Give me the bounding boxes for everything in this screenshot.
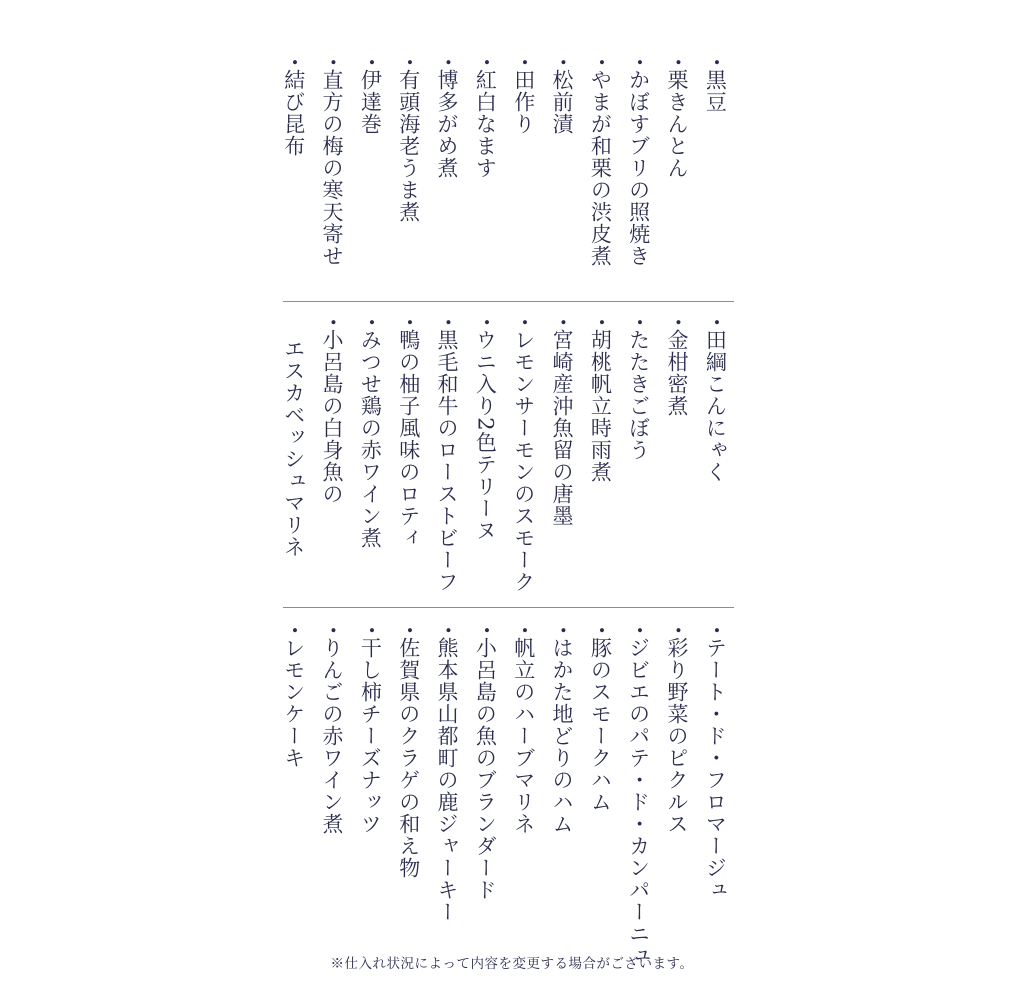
menu-item-label: • 鴨の柚子風味のロティ: [395, 318, 422, 549]
list-item: [466, 626, 504, 901]
list-item: [466, 58, 504, 179]
list-item: [312, 318, 350, 505]
list-item: [619, 318, 657, 461]
list-item: [696, 318, 734, 483]
menu-item-label: • やまが和栗の渋皮煮: [586, 58, 613, 267]
menu-item-label: • 佐賀県のクラゲの和え物: [395, 626, 422, 879]
list-item: [274, 58, 312, 157]
list-item: [542, 626, 580, 835]
list-item: [581, 626, 619, 813]
menu-item-label: • 田綱こんにゃく: [701, 318, 728, 483]
menu-item-label: • 結び昆布: [280, 58, 307, 157]
menu-item-label: • 博多がめ煮: [433, 58, 460, 179]
list-item: [504, 318, 542, 593]
list-item: [389, 318, 427, 549]
menu-section-2: [274, 318, 734, 598]
list-item: [389, 626, 427, 879]
menu-item-label: • 伊達巻: [356, 58, 383, 135]
list-item: [389, 58, 427, 223]
list-item: [581, 58, 619, 267]
menu-item-label: • ウニ入り2色テリーヌ: [471, 318, 498, 542]
menu-item-label: • 松前漬: [548, 58, 575, 135]
menu-item-continuation: エスカベッシュマリネ: [281, 338, 306, 558]
list-item: [351, 58, 389, 135]
menu-item-label: • 宮崎産沖魚留の唐墨: [548, 318, 575, 527]
menu-item-label: • レモンケーキ: [280, 626, 307, 769]
menu-item-label: • 黒豆: [701, 58, 728, 113]
list-item: [657, 318, 695, 417]
menu-item-label: • 胡桃帆立時雨煮: [586, 318, 613, 483]
list-item: [619, 58, 657, 267]
menu-item-label: • 直方の梅の寒天寄せ: [318, 58, 345, 267]
list-item: [504, 626, 542, 835]
footnote: ※仕入れ状況によって内容を変更する場合がございます。: [330, 956, 694, 972]
menu-item-label: • 小呂島の白身魚の: [318, 318, 345, 505]
list-item: [312, 58, 350, 267]
list-item: [619, 626, 657, 967]
list-item: [351, 626, 389, 835]
menu-item-label: • 紅白なます: [471, 58, 498, 179]
list-item: [312, 626, 350, 835]
menu-item-label: • 小呂島の魚のブランダード: [471, 626, 498, 901]
list-item: [427, 318, 465, 593]
list-item: [274, 626, 312, 769]
menu-item-label: • 栗きんとん: [663, 58, 690, 179]
list-item: [542, 318, 580, 527]
list-item-continuation: [274, 318, 312, 558]
section-divider: [283, 301, 734, 302]
list-item: [427, 58, 465, 179]
list-item: [427, 626, 465, 923]
menu-item-label: • かぼすブリの照焼き: [625, 58, 652, 267]
menu-item-label: • 田作り: [510, 58, 537, 135]
menu-item-label: • 熊本県山都町の鹿ジャーキー: [433, 626, 460, 923]
menu-item-label: • テート・ド・フロマージュ: [701, 626, 728, 901]
menu-item-label: • 黒毛和牛のローストビーフ: [433, 318, 460, 593]
menu-section-1: [274, 58, 734, 293]
menu-item-label: • 帆立のハーブマリネ: [510, 626, 537, 835]
list-item: [466, 318, 504, 542]
list-item: [657, 626, 695, 835]
menu-item-label: • 干し柿チーズナッツ: [356, 626, 383, 835]
list-item: [657, 58, 695, 179]
menu-item-label: • みつせ鶏の赤ワイン煮: [356, 318, 383, 549]
list-item: [351, 318, 389, 549]
menu-item-label: • レモンサーモンのスモーク: [510, 318, 537, 593]
menu-item-label: • 金柑密煮: [663, 318, 690, 417]
menu-item-label: • はかた地どりのハム: [548, 626, 575, 835]
menu-item-label: • たたきごぼう: [625, 318, 652, 461]
section-divider: [283, 607, 734, 608]
list-item: [696, 58, 734, 113]
list-item: [542, 58, 580, 135]
menu-item-label: • 豚のスモークハム: [586, 626, 613, 813]
menu-item-label: • 有頭海老うま煮: [395, 58, 422, 223]
list-item: [581, 318, 619, 483]
menu-item-label: • 彩り野菜のピクルス: [663, 626, 690, 835]
list-item: [504, 58, 542, 135]
list-item: [696, 626, 734, 901]
menu-item-label: • ジビエのパテ・ド・カンパーニュ: [625, 626, 652, 967]
menu-item-label: • りんごの赤ワイン煮: [318, 626, 345, 835]
